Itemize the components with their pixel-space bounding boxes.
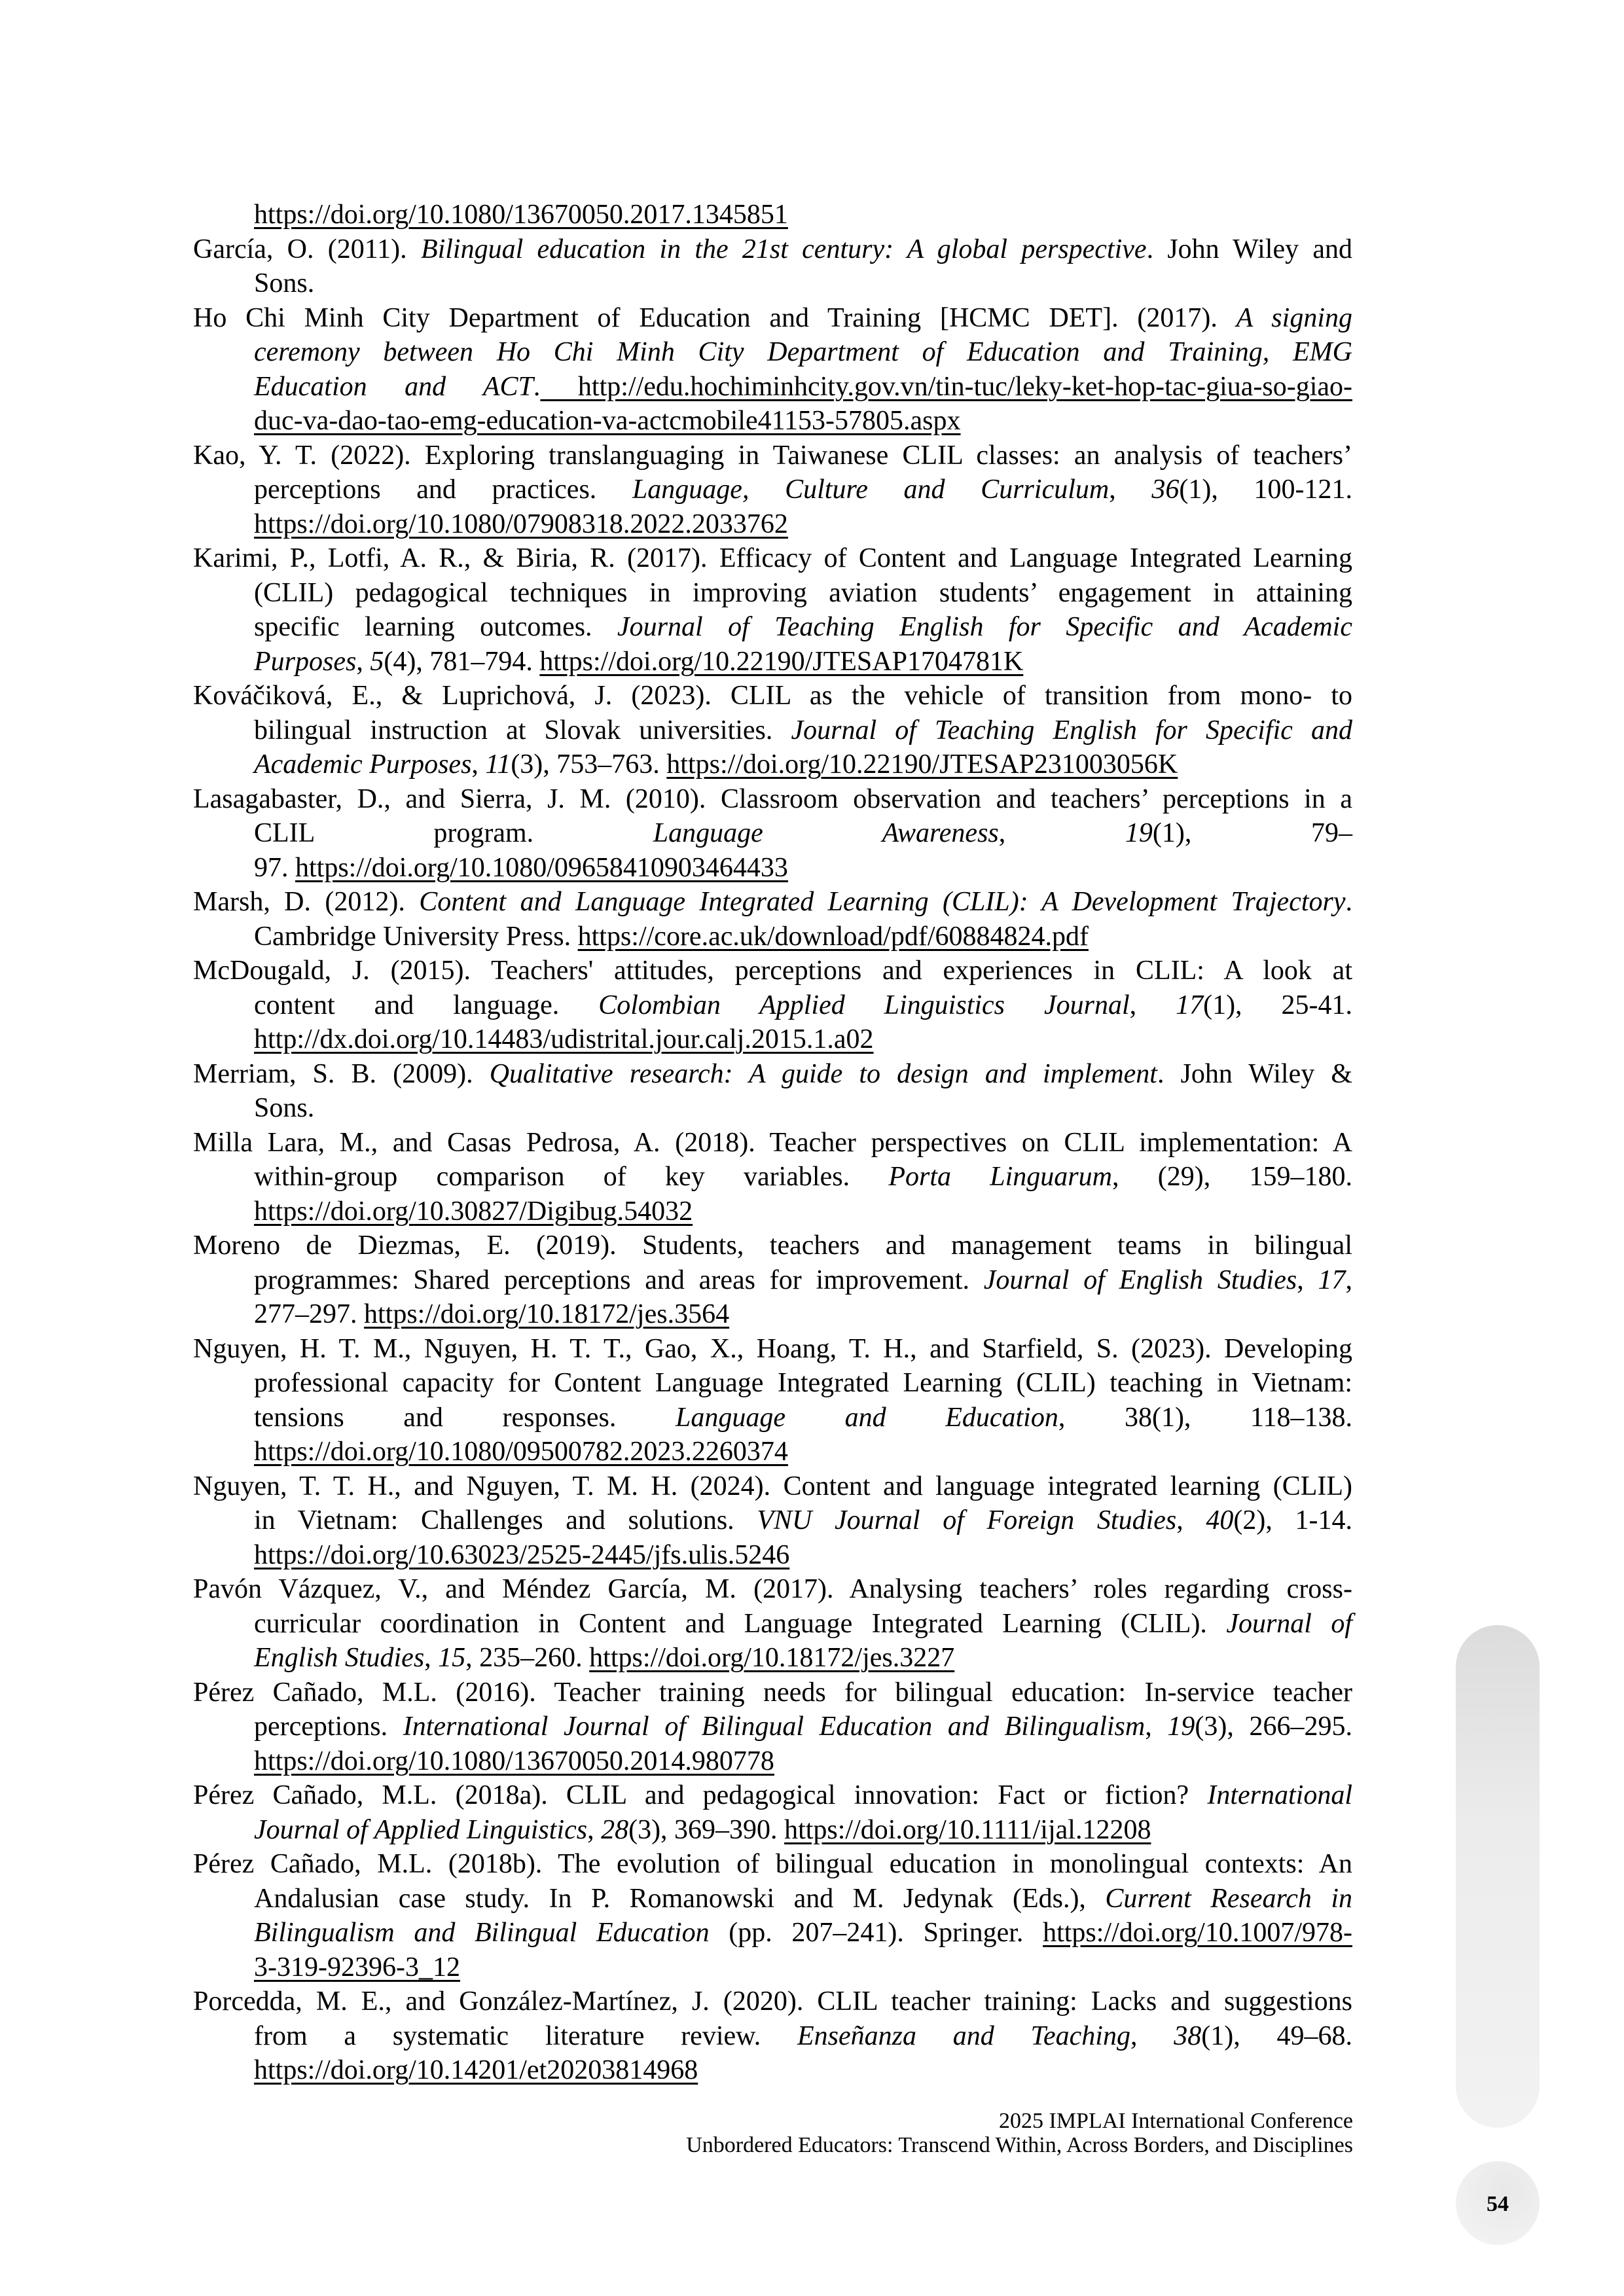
reference-text: Pavón Vázquez, V., and Méndez García, M. (2017). Analysing teachers’ roles regarding cross- [193, 1574, 1352, 1604]
reference-entry [193, 198, 1352, 232]
reference-text: CLIL program. [254, 818, 653, 848]
italic-title-text: 17 [1318, 1265, 1346, 1295]
reference-line [193, 988, 1352, 1023]
reference-line [193, 1984, 1352, 2019]
reference-text: , [424, 1643, 439, 1673]
reference-entry [193, 1778, 1352, 1847]
reference-line [193, 1710, 1352, 1744]
reference-entry [193, 232, 1352, 301]
italic-title-text: 19 [1125, 818, 1153, 848]
reference-entry [193, 1676, 1352, 1779]
reference-text: (3), 753–763. [511, 749, 667, 780]
reference-text: (1), 79– [1152, 818, 1352, 848]
reference-line [193, 1538, 1352, 1573]
italic-title-text: Education and ACT [254, 371, 533, 402]
doi-link[interactable]: https://doi.org/10.1111/ijal.12208 [784, 1814, 1151, 1845]
italic-title-text: Journal of Teaching English for Specific and Academic [617, 612, 1352, 642]
reference-line [193, 439, 1352, 473]
reference-line [193, 2019, 1352, 2054]
reference-text: McDougald, J. (2015). Teachers' attitudes, perceptions and experiences in CLIL: A look at [193, 956, 1352, 986]
reference-line [193, 541, 1352, 576]
doi-link[interactable]: https://doi.org/10.14201/et20203814968 [254, 2055, 698, 2085]
italic-title-text: 17 [1176, 990, 1204, 1020]
doi-link[interactable]: https://doi.org/10.63023/2525-2445/jfs.ulis.5246 [254, 1539, 790, 1570]
reference-line [193, 266, 1352, 301]
italic-title-text: Purposes [254, 646, 357, 677]
reference-text: Cambridge University Press. [254, 921, 578, 952]
italic-title-text: Bilingual education in the 21st century: A global perspective [420, 234, 1147, 264]
reference-text: Kováčiková, E., & Luprichová, J. (2023). CLIL as the vehicle of transition from mono- to [193, 681, 1352, 711]
italic-title-text: Enseñanza and Teaching [797, 2020, 1130, 2051]
page-number-badge [1456, 2161, 1540, 2245]
reference-text: Pérez Cañado, M.L. (2018b). The evolution of bilingual education in monolingual contexts: An [193, 1849, 1352, 1879]
reference-line [193, 1091, 1352, 1126]
italic-title-text: Language Awareness [653, 818, 999, 848]
reference-line [193, 198, 1352, 232]
reference-text: , [471, 749, 486, 780]
reference-text: , [1345, 1265, 1352, 1295]
reference-entry [193, 439, 1352, 542]
reference-text: curricular coordination in Content and Language Integrated Learning (CLIL). [254, 1608, 1227, 1639]
reference-entry [193, 679, 1352, 782]
reference-line [193, 851, 1352, 886]
reference-text: (pp. 207–241). Springer. [709, 1918, 1043, 1948]
reference-text: tensions and responses. [254, 1402, 676, 1433]
reference-line [193, 1194, 1352, 1229]
reference-text: (1), 25-41. [1203, 990, 1352, 1020]
italic-title-text: International Journal of Bilingual Education and Bilingualism [403, 1712, 1146, 1742]
doi-link[interactable]: https://doi.org/10.1080/07908318.2022.2033762 [254, 509, 788, 539]
reference-text: Sons. [254, 1093, 315, 1123]
reference-text: Karimi, P., Lotfi, A. R., & Biria, R. (2017). Efficacy of Content and Language Integrated Learning [193, 543, 1352, 573]
reference-line [193, 920, 1352, 954]
doi-link[interactable]: http://dx.doi.org/10.14483/udistrital.jour.calj.2015.1.a02 [254, 1024, 874, 1054]
reference-entry [193, 1847, 1352, 1984]
reference-text: , 38(1), 118–138. [1058, 1402, 1352, 1433]
italic-title-text: VNU Journal of Foreign Studies [757, 1505, 1177, 1535]
reference-line [193, 1813, 1352, 1848]
reference-text: , [1130, 2020, 1174, 2051]
italic-title-text: Colombian Applied Linguistics Journal [598, 990, 1130, 1020]
reference-entry [193, 885, 1352, 954]
reference-text: (1), 49–68. [1201, 2020, 1352, 2051]
italic-title-text: Journal of Applied Linguistics [254, 1814, 588, 1845]
italic-title-text: 11 [485, 749, 511, 780]
reference-text: . John Wiley & [1157, 1058, 1352, 1089]
italic-title-text: ceremony between Ho Chi Minh City Department of Education and Training, EMG [254, 337, 1352, 367]
reference-text: Merriam, S. B. (2009). [193, 1058, 490, 1089]
reference-line [193, 713, 1352, 748]
reference-line [193, 1366, 1352, 1401]
italic-title-text: Current Research in [1105, 1883, 1352, 1914]
reference-line [193, 232, 1352, 267]
reference-text: perceptions and practices. [254, 475, 632, 505]
reference-entry [193, 1057, 1352, 1126]
reference-line [193, 1263, 1352, 1298]
page-number: 54 [1487, 2192, 1509, 2216]
reference-text: , [356, 646, 370, 677]
footer-conference: 2025 IMPLAI International Conference [999, 2109, 1353, 2133]
reference-entry [193, 541, 1352, 679]
doi-link[interactable]: https://doi.org/10.18172/jes.3564 [364, 1299, 730, 1329]
reference-text: 277–297. [254, 1299, 364, 1329]
reference-text: Porcedda, M. E., and González-Martínez, J. (2020). CLIL teacher training: Lacks and suggestions [193, 1986, 1352, 2017]
side-tab-decoration [1456, 1625, 1540, 2128]
doi-link[interactable]: https://doi.org/10.1007/978- [1043, 1918, 1352, 1948]
reference-line [193, 1641, 1352, 1676]
italic-title-text: 15 [438, 1643, 466, 1673]
reference-entry [193, 1126, 1352, 1229]
reference-line [193, 1022, 1352, 1057]
reference-text: professional capacity for Content Language Integrated Learning (CLIL) teaching in Vietnam: [254, 1368, 1352, 1398]
reference-line [193, 1572, 1352, 1607]
italic-title-text: Content and Language Integrated Learning (CLIL): A Development Trajectory [419, 887, 1346, 917]
reference-line [193, 1882, 1352, 1916]
reference-line [193, 679, 1352, 713]
reference-text: from a systematic literature review. [254, 2020, 797, 2051]
reference-line [193, 782, 1352, 817]
reference-text: García, O. (2011). [193, 234, 421, 264]
reference-line [193, 1297, 1352, 1332]
reference-line [193, 1607, 1352, 1641]
reference-text: perceptions. [254, 1712, 403, 1742]
reference-text: Kao, Y. T. (2022). Exploring translanguaging in Taiwanese CLIL classes: an analysis of teachers’ [193, 440, 1352, 471]
reference-entry [193, 1229, 1352, 1332]
reference-line [193, 954, 1352, 988]
footer-theme: Unbordered Educators: Transcend Within, Across Borders, and Disciplines [686, 2133, 1353, 2157]
reference-text: , [998, 818, 1125, 848]
reference-line [193, 1332, 1352, 1367]
italic-title-text: 5 [370, 646, 384, 677]
reference-text: (3), 369–390. [628, 1814, 785, 1845]
reference-line [193, 885, 1352, 920]
reference-text: (3), 266–295. [1195, 1712, 1353, 1742]
italic-title-text: 19 [1167, 1712, 1195, 1742]
reference-line [193, 473, 1352, 507]
reference-text: content and language. [254, 990, 599, 1020]
reference-text: , [1176, 1505, 1206, 1535]
italic-title-text: Journal of [1226, 1608, 1353, 1639]
reference-line [193, 1126, 1352, 1160]
reference-text: (2), 1-14. [1233, 1505, 1353, 1535]
reference-text: Lasagabaster, D., and Sierra, J. M. (2010). Classroom observation and teachers’ perceptions in a [193, 783, 1352, 814]
reference-line [193, 576, 1352, 611]
reference-text: Sons. [254, 268, 315, 298]
reference-entry [193, 782, 1352, 886]
reference-line [193, 370, 1352, 404]
reference-line [193, 1778, 1352, 1813]
reference-text: Nguyen, H. T. M., Nguyen, H. T. T., Gao, X., Hoang, T. H., and Starfield, S. (2023). Developing [193, 1333, 1352, 1364]
italic-title-text: 36 [1151, 475, 1180, 505]
italic-title-text: Bilingualism and Bilingual Education [254, 1918, 710, 1948]
reference-line [193, 1744, 1352, 1779]
italic-title-text: 38 [1174, 2020, 1202, 2051]
italic-title-text: 40 [1206, 1505, 1234, 1535]
reference-entry [193, 301, 1352, 439]
doi-link[interactable]: https://doi.org/10.30827/Digibug.54032 [254, 1196, 693, 1227]
reference-line [193, 747, 1352, 782]
doi-link[interactable]: http://edu.hochiminhcity.gov.vn/tin-tuc/leky-ket-hop-tac-giua-so-giao- [540, 371, 1353, 402]
reference-entry [193, 1984, 1352, 2088]
reference-text: Andalusian case study. In P. Romanowski and M. Jedynak (Eds.), [254, 1883, 1106, 1914]
reference-text: Ho Chi Minh City Department of Education and Training [HCMC DET]. (2017). [193, 302, 1236, 333]
reference-list [193, 198, 1352, 2088]
doi-link[interactable]: https://doi.org/10.1080/13670050.2017.1345851 [254, 200, 788, 230]
reference-line [193, 1229, 1352, 1263]
reference-entry [193, 1572, 1352, 1676]
reference-line [193, 1916, 1352, 1950]
reference-line [193, 1503, 1352, 1538]
doi-link[interactable]: https://doi.org/10.22190/JTESAP231003056K [666, 749, 1178, 780]
reference-line [193, 645, 1352, 679]
reference-text: programmes: Shared perceptions and areas for improvement. [254, 1265, 984, 1295]
reference-text: . [1345, 887, 1352, 917]
reference-text: specific learning outcomes. [254, 612, 617, 642]
italic-title-text: Language and Education [675, 1402, 1058, 1433]
reference-text: , [1109, 475, 1152, 505]
reference-text: Moreno de Diezmas, E. (2019). Students, teachers and management teams in bilingual [193, 1230, 1352, 1261]
doi-link[interactable]: https://doi.org/10.1080/09500782.2023.2260374 [254, 1437, 788, 1467]
reference-line [193, 1676, 1352, 1710]
doi-link[interactable]: https://doi.org/10.18172/jes.3227 [589, 1643, 955, 1673]
reference-text: (4), 781–794. [384, 646, 540, 677]
reference-text: Milla Lara, M., and Casas Pedrosa, A. (2018). Teacher perspectives on CLIL implementation: A [193, 1127, 1352, 1158]
reference-text: in Vietnam: Challenges and solutions. [254, 1505, 757, 1535]
italic-title-text: English Studies [254, 1643, 425, 1673]
doi-link[interactable]: duc-va-dao-tao-emg-education-va-actcmobile41153-57805.aspx [254, 406, 961, 436]
reference-line [193, 1469, 1352, 1504]
reference-text: , [1297, 1265, 1318, 1295]
reference-line [193, 335, 1352, 370]
reference-line [193, 301, 1352, 336]
italic-title-text: Journal of Teaching English for Specific and [791, 715, 1352, 745]
reference-text: , 235–260. [465, 1643, 590, 1673]
reference-entry [193, 1469, 1352, 1573]
page-footer [686, 2109, 1353, 2157]
reference-text: . [533, 371, 541, 402]
italic-title-text: Language, Culture and Curriculum [632, 475, 1110, 505]
reference-entry [193, 954, 1352, 1057]
reference-line [193, 1057, 1352, 1092]
reference-line [193, 1950, 1352, 1985]
reference-text: , (29), 159–180. [1112, 1162, 1353, 1192]
reference-text: Marsh, D. (2012). [193, 887, 420, 917]
doi-link[interactable]: https://doi.org/10.1080/13670050.2014.980778 [254, 1746, 774, 1776]
reference-line [193, 404, 1352, 439]
reference-line [193, 2053, 1352, 2088]
doi-link[interactable]: 3-319-92396-3_12 [254, 1952, 460, 1982]
reference-text: 97. [254, 852, 295, 883]
italic-title-text: Porta Linguarum [888, 1162, 1112, 1192]
italic-title-text: Journal of English Studies [983, 1265, 1297, 1295]
reference-text: , [1145, 1712, 1168, 1742]
doi-link[interactable]: https://core.ac.uk/download/pdf/60884824.pdf [577, 921, 1089, 952]
italic-title-text: 28 [601, 1814, 629, 1845]
doi-link[interactable]: https://doi.org/10.22190/JTESAP1704781K [539, 646, 1024, 677]
reference-line [193, 507, 1352, 542]
reference-text: within-group comparison of key variables. [254, 1162, 889, 1192]
reference-text: Pérez Cañado, M.L. (2018a). CLIL and pedagogical innovation: Fact or fiction? [193, 1780, 1208, 1810]
reference-line [193, 610, 1352, 645]
reference-text: . John Wiley and [1146, 234, 1353, 264]
reference-line [193, 1160, 1352, 1194]
italic-title-text: A signing [1236, 302, 1352, 333]
reference-text: Pérez Cañado, M.L. (2016). Teacher training needs for bilingual education: In-service teacher [193, 1677, 1352, 1708]
reference-line [193, 816, 1352, 851]
reference-entry [193, 1332, 1352, 1469]
reference-text: (1), 100-121. [1179, 475, 1352, 505]
reference-text: Nguyen, T. T. H., and Nguyen, T. M. H. (2024). Content and language integrated learning (CLIL) [193, 1471, 1352, 1501]
doi-link[interactable]: https://doi.org/10.1080/09658410903464433 [295, 852, 788, 883]
reference-text: (CLIL) pedagogical techniques in improving aviation students’ engagement in attaining [254, 577, 1352, 608]
italic-title-text: Academic Purposes [254, 749, 472, 780]
reference-text: , [1129, 990, 1176, 1020]
reference-line [193, 1435, 1352, 1469]
reference-line [193, 1847, 1352, 1882]
reference-line [193, 1401, 1352, 1435]
italic-title-text: International [1207, 1780, 1352, 1810]
reference-text: , [587, 1814, 602, 1845]
italic-title-text: Qualitative research: A guide to design and implement [489, 1058, 1157, 1089]
reference-text: bilingual instruction at Slovak universities. [254, 715, 791, 745]
